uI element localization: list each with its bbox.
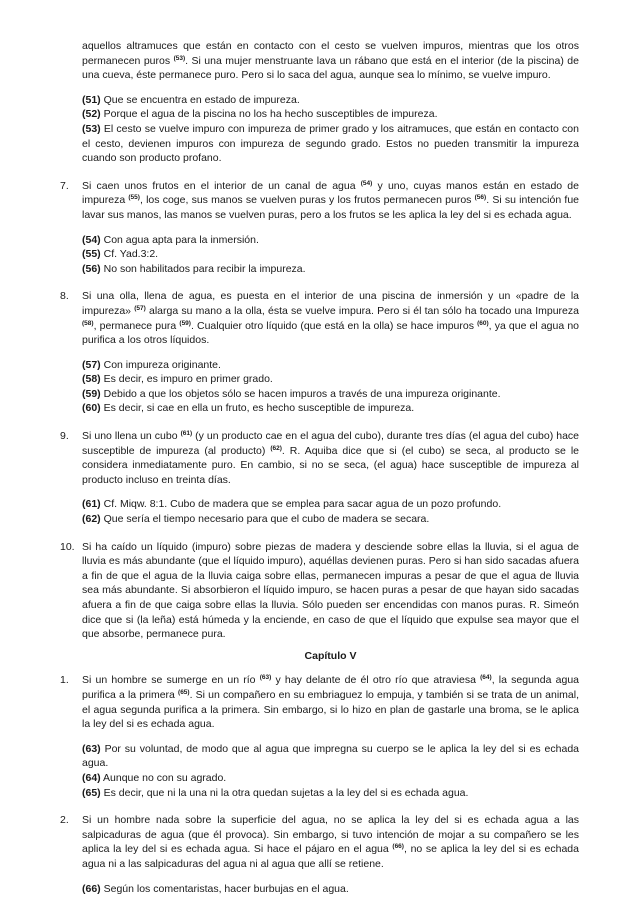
spacer [0, 223, 638, 233]
footnote-number: (62) [82, 513, 101, 526]
footnote [82, 122, 579, 166]
spacer [0, 166, 638, 179]
footnote-text: Debido a que los objetos sólo se hacen impuros a través de una impureza originante. [103, 387, 501, 400]
footnote-number: (59) [82, 387, 101, 400]
paragraph-number: 7. [60, 179, 69, 192]
spacer [0, 487, 638, 497]
paragraph-text: Si un hombre se sumerge en un río $^{(63)}$ y hay delante de él otro río que atraviesa $^{(64)}$, la segunda agua purifica a la primera $^{(65)}$. Si un compañero en su embriaguez lo empuja, y también si se trata de un animal, el agua segunda purifica a la primera. Sin embargo, si lo hizo en plan de gastarle una broma, se le aplica la ley del si es echada agua. [82, 674, 579, 731]
spacer [0, 527, 638, 540]
footnotes-block [82, 233, 579, 277]
footnote [82, 786, 579, 801]
footnotes-block [82, 497, 579, 526]
footnote-ref: (65) [178, 688, 190, 696]
spacer [0, 276, 638, 289]
footnote [82, 372, 579, 387]
paragraph-text: Si un hombre nada sobre la superficie del agua, no se aplica la ley del si es echada agua a las salpicaduras de agua (que él provoca). Sin embargo, si tuvo intención de mojar a su compañero se les aplica la ley del si es echada agua. Si hace el pájaro en el agua $^{(66)}$, no se aplica la ley del si es echada agua ni a las salpicaduras del agua ni al agua que allí se retiene. [82, 814, 579, 870]
footnote [82, 401, 579, 416]
footnote [82, 771, 579, 786]
footnote-number: (53) [82, 122, 101, 135]
paragraph-number: 1. [60, 674, 69, 687]
footnote [82, 107, 579, 122]
footnote-text: Con agua apta para la inmersión. [103, 233, 259, 246]
footnote-text: No son habilitados para recibir la impureza. [103, 262, 306, 275]
footnote [82, 512, 579, 527]
spacer [0, 800, 638, 813]
footnote-ref: (63) [259, 674, 272, 682]
footnote-number: (60) [82, 402, 101, 415]
footnote-number: (56) [82, 262, 101, 275]
continued-paragraph [82, 39, 579, 83]
paragraph-text: Si uno llena un cubo $^{(61)}$ (y un producto cae en el agua del cubo), durante tres días (el agua del cubo) hace susceptible de impureza (al producto) $^{(62)}$. R. Aquiba dice que si (el cubo) se seca, al producto se le considera inmediatamente puro. En cambio, si no se seca, (el agua) hace susceptible de impureza al producto incluso en treinta días. [82, 430, 580, 486]
footnotes-block [82, 742, 579, 800]
footnote [82, 247, 579, 262]
spacer [0, 872, 638, 882]
footnote-text: Es decir, es impuro en primer grado. [103, 373, 273, 386]
spacer [0, 83, 638, 93]
footnote-text: Según los comentaristas, hacer burbujas en el agua. [103, 882, 349, 895]
numbered-paragraph [60, 289, 580, 347]
footnote [82, 233, 579, 248]
paragraph-number: 10. [60, 540, 75, 553]
footnote-text: Aunque no con su agrado. [103, 771, 227, 784]
spacer [0, 642, 638, 649]
footnote-text: Cf. Miqw. 8:1. Cubo de madera que se emplea para sacar agua de un pozo profundo. [103, 498, 502, 511]
footnote-text: Que sería el tiempo necesario para que el cubo de madera se secara. [103, 513, 430, 526]
footnote-text: Que se encuentra en estado de impureza. [103, 93, 300, 106]
paragraph-text: Si caen unos frutos en el interior de un canal de agua $^{(54)}$ y uno, cuyas manos están en estado de impureza $^{(55)}$, los coge, sus manos se vuelven puras y los frutos permanecen puros $^{(56)}$. Si su intención fue lavar sus manos, las manos se vuelven puras, pero a los frutos se les aplica la ley del si es echada agua. [82, 179, 579, 221]
footnote-number: (52) [82, 108, 101, 121]
footnote-number: (66) [82, 882, 101, 895]
footnote-text: Es decir, si cae en ella un fruto, es hecho susceptible de impureza. [103, 402, 415, 415]
numbered-paragraph [60, 673, 579, 731]
footnote-number: (51) [82, 93, 101, 106]
numbered-paragraph [60, 813, 579, 871]
footnote [82, 93, 579, 108]
footnote-text: Con impureza originante. [103, 358, 221, 371]
footnote-ref: (62) [270, 444, 282, 452]
paragraph-number: 9. [60, 430, 69, 443]
footnote-number: (65) [82, 786, 101, 799]
spacer [0, 416, 638, 429]
footnote-ref: (58) [82, 319, 94, 327]
footnote-text: El cesto se vuelve impuro con impureza de primer grado y los aitramuces, que están en contacto con el cesto, devienen impuros con impureza de segundo grado. Estos no pueden transmitir la impureza cuando son producto profano. [82, 122, 579, 165]
footnote-ref: (53) [173, 54, 186, 62]
footnote [82, 742, 579, 771]
spacer [0, 663, 638, 673]
footnote-ref: (59) [179, 319, 191, 327]
footnote-text: Es decir, que ni la una ni la otra quedan sujetas a la ley del si es echada agua. [103, 786, 469, 799]
footnote-number: (54) [82, 233, 101, 246]
paragraph-number: 8. [60, 290, 69, 303]
footnote [82, 387, 579, 402]
footnotes-block [82, 93, 579, 166]
footnote-number: (58) [82, 373, 101, 386]
numbered-paragraph [60, 179, 579, 223]
footnote-number: (57) [82, 358, 101, 371]
footnote-ref: (60) [477, 319, 489, 327]
footnote-number: (64) [82, 771, 101, 784]
footnote [82, 882, 579, 897]
footnote-number: (61) [82, 498, 101, 511]
spacer [0, 732, 638, 742]
numbered-paragraph [60, 540, 579, 642]
footnote-ref: (56) [474, 194, 487, 202]
footnote-ref: (61) [180, 430, 193, 438]
footnote-ref: (64) [480, 674, 492, 682]
paragraph-number: 2. [60, 814, 69, 827]
footnote-text: Por su voluntad, de modo que al agua que impregna su cuerpo se le aplica la ley del si es echada agua. [82, 742, 579, 770]
footnote-ref: (66) [392, 843, 404, 851]
footnote-ref: (55) [128, 194, 140, 202]
footnote-ref: (54) [360, 179, 373, 187]
footnote-ref: (57) [134, 304, 146, 312]
footnote-number: (63) [82, 742, 101, 755]
footnote-text: Cf. Yad.3:2. [103, 248, 159, 261]
footnote-number: (55) [82, 248, 101, 261]
footnote [82, 358, 579, 373]
footnote [82, 497, 579, 512]
footnotes-block [82, 882, 579, 897]
spacer [0, 348, 638, 358]
chapter-heading: Capítulo V [304, 649, 357, 662]
numbered-paragraph [60, 429, 580, 487]
footnotes-block [82, 358, 579, 416]
paragraph-text: Si ha caído un líquido (impuro) sobre piezas de madera y desciende sobre ellas la lluvia, si el agua de lluvia es más abundante (que el líquido impuro), aquéllas devienen puras. Pero si han sido sacadas afuera a fin de que el agua de la lluvia caiga sobre ellas, permanecen impuras a pesar de que el agua de lluvia sea más abundante. Si absorbieron el líquido impuro, se hacen puras a pesar de que hayan sido sacadas afuera a fin de que caiga sobre ellas la lluvia. Sólo pueden ser encendidas con manos puras. R. Simeón dice que si (la leña) está húmeda y la enciende, en caso de que el líquido que expulse sea mayor que el que absorbe, permanece pura. [82, 540, 579, 641]
paragraph-text: aquellos altramuces que están en contacto con el cesto se vuelven impuros, mientras que los otros permanecen puros $^{(53)}$. Si una mujer menstruante lava un rábano que está en el interior (de la piscina) de una cueva, éste permanece puro. Pero si lo saca del agua, aunque sea lo mínimo, se vuelve impuro. [82, 40, 579, 82]
footnote-text: Porque el agua de la piscina no los ha hecho susceptibles de impureza. [103, 108, 438, 121]
footnote [82, 262, 579, 277]
paragraph-text: Si una olla, llena de agua, es puesta en el interior de una piscina de inmersión y un «padre de la impureza» $^{(57)}$ alarga su mano a la olla, ésta se vuelve impura. Pero si él tan sólo ha tocado una Impureza $^{(58)}$, permanece pura $^{(59)}$. Cualquier otro líquido (que está en la olla) se hace impuros $^{(60)}$, ya que el agua no purifica a los otros líquidos. [82, 290, 580, 347]
